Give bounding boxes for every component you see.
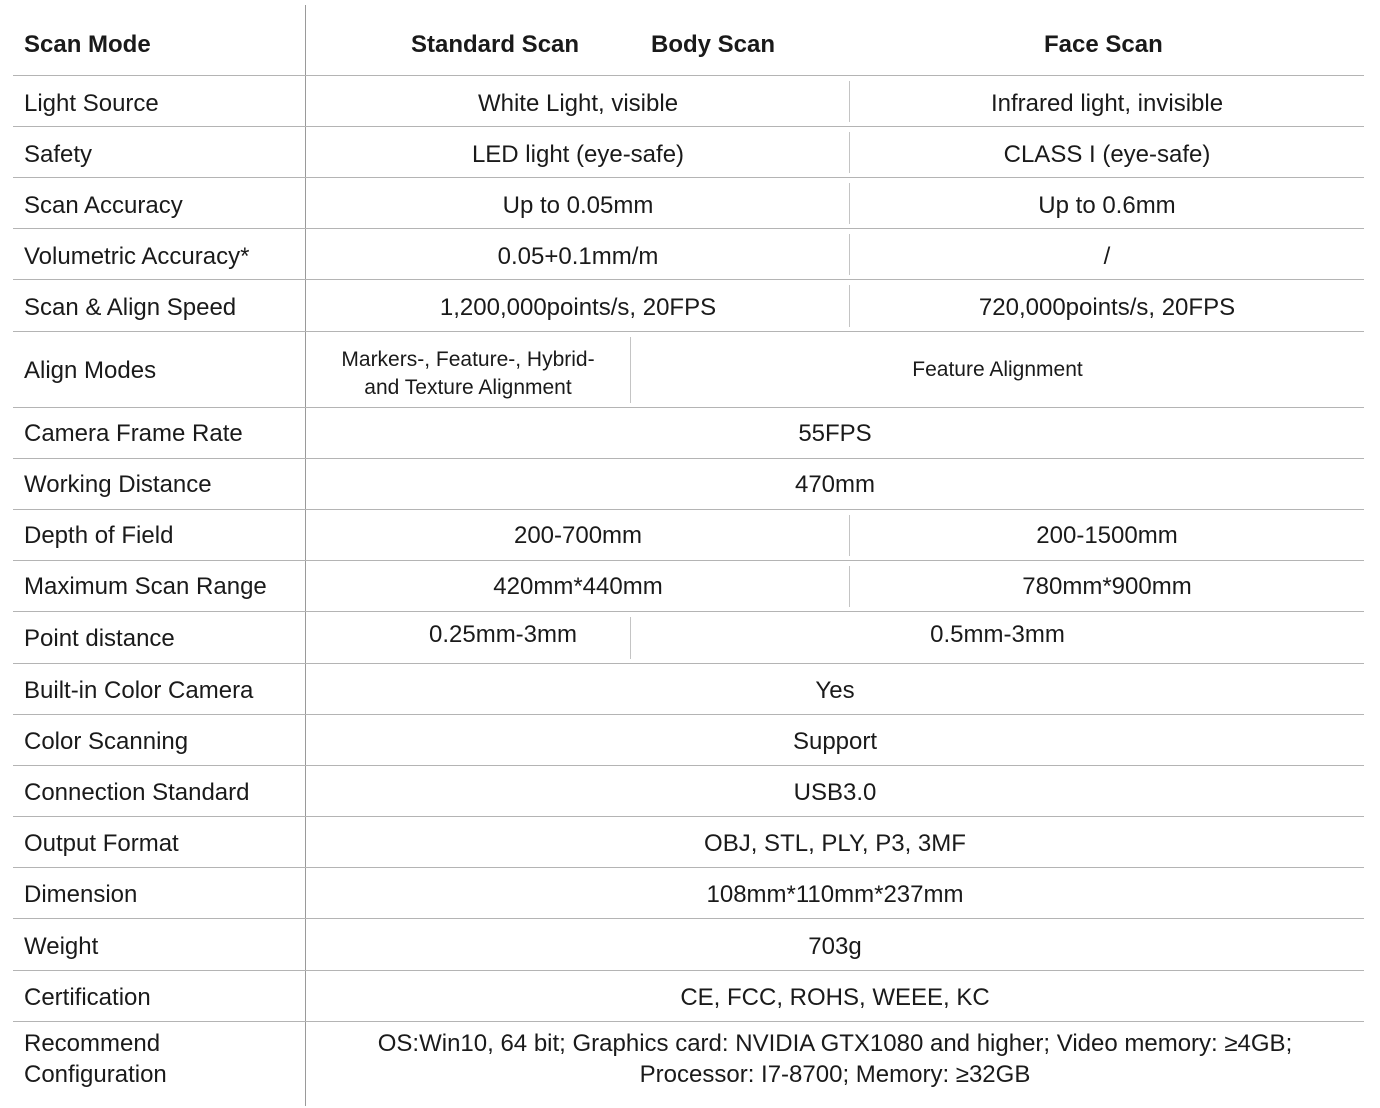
row-label: Working Distance	[24, 471, 212, 498]
row-label-line2: Configuration	[24, 1061, 167, 1088]
cell-standard-body: White Light, visible	[477, 90, 679, 117]
table-row-color-camera	[13, 664, 1364, 715]
row-label: Point distance	[24, 625, 175, 652]
cell-body-face: 0.5mm-3mm	[930, 621, 1065, 648]
cell-all-line2: Processor: I7-8700; Memory: ≥32GB	[639, 1061, 1031, 1088]
cell-face: 200-1500mm	[1036, 522, 1178, 549]
table-header-row	[13, 0, 1364, 76]
cell-face: /	[1103, 243, 1111, 270]
cell-all: 108mm*110mm*237mm	[706, 881, 964, 908]
cell-standard-body: Up to 0.05mm	[502, 192, 654, 219]
cell-standard-body: 420mm*440mm	[493, 573, 663, 600]
table-row-working-distance	[13, 459, 1364, 510]
table-row-dimension	[13, 868, 1364, 919]
cell-standard-body: LED light (eye-safe)	[471, 141, 685, 168]
cell-all: 470mm	[794, 471, 876, 498]
row-label: Color Scanning	[24, 728, 189, 755]
cell-face: 720,000points/s, 20FPS	[978, 294, 1236, 321]
row-label: Volumetric Accuracy*	[24, 243, 250, 270]
cell-face: Up to 0.6mm	[1038, 192, 1176, 219]
cell-face: Infrared light, invisible	[990, 90, 1224, 117]
cell-all: 703g	[808, 933, 862, 960]
row-label: Camera Frame Rate	[24, 420, 243, 447]
header-body-scan: Body Scan	[651, 31, 776, 58]
cell-all: Support	[792, 728, 878, 755]
table-row-point-distance	[13, 612, 1364, 664]
table-row-light-source	[13, 76, 1364, 127]
row-label-line1: Recommend	[24, 1030, 161, 1057]
cell-standard-body: 1,200,000points/s, 20FPS	[439, 294, 717, 321]
cell-face: CLASS I (eye-safe)	[1003, 141, 1211, 168]
cell-all-line1: OS:Win10, 64 bit; Graphics card: NVIDIA GTX1080 and higher; Video memory: ≥4GB;	[377, 1030, 1293, 1057]
cell-all: CE, FCC, ROHS, WEEE, KC	[680, 984, 990, 1011]
row-label: Scan & Align Speed	[24, 294, 237, 321]
cell-standard-line1: Markers-, Feature-, Hybrid-	[341, 348, 595, 371]
cell-standard-body: 0.05+0.1mm/m	[497, 243, 659, 270]
header-standard-scan: Standard Scan	[411, 31, 580, 58]
table-row-align-modes	[13, 332, 1364, 408]
cell-all: USB3.0	[793, 779, 877, 806]
table-row-connection-standard	[13, 766, 1364, 817]
row-label: Maximum Scan Range	[24, 573, 267, 600]
cell-all: Yes	[815, 677, 855, 704]
row-label: Weight	[24, 933, 99, 960]
table-row-color-scanning	[13, 715, 1364, 766]
table-row-scan-align-speed	[13, 280, 1364, 332]
cell-face: 780mm*900mm	[1022, 573, 1192, 600]
table-row-camera-frame-rate	[13, 408, 1364, 459]
table-row-safety	[13, 127, 1364, 178]
table-row-certification	[13, 971, 1364, 1022]
cell-all: OBJ, STL, PLY, P3, 3MF	[704, 830, 966, 857]
cell-standard-body: 200-700mm	[513, 522, 643, 549]
table-row-output-format	[13, 817, 1364, 868]
header-face-scan: Face Scan	[1044, 31, 1163, 58]
row-label: Light Source	[24, 90, 159, 117]
table-row-max-scan-range	[13, 561, 1364, 612]
cell-body-face: Feature Alignment	[912, 358, 1083, 381]
cell-all: 55FPS	[798, 420, 872, 447]
table-row-volumetric-accuracy	[13, 229, 1364, 280]
table-row-weight	[13, 919, 1364, 971]
table-row-scan-accuracy	[13, 178, 1364, 229]
cell-standard-line2: and Texture Alignment	[364, 376, 572, 399]
row-label: Safety	[24, 141, 93, 168]
cell-standard: 0.25mm-3mm	[428, 621, 578, 648]
row-label: Certification	[24, 984, 151, 1011]
row-label: Output Format	[24, 830, 179, 857]
table-row-depth-of-field	[13, 510, 1364, 561]
row-label: Built-in Color Camera	[24, 677, 254, 704]
row-label: Connection Standard	[24, 779, 250, 806]
row-label: Scan Accuracy	[24, 192, 183, 219]
row-label: Dimension	[24, 881, 138, 908]
row-label: Depth of Field	[24, 522, 174, 549]
table-row-recommend-configuration	[13, 1022, 1364, 1106]
header-scan-mode: Scan Mode	[24, 31, 151, 58]
row-label: Align Modes	[24, 357, 157, 384]
